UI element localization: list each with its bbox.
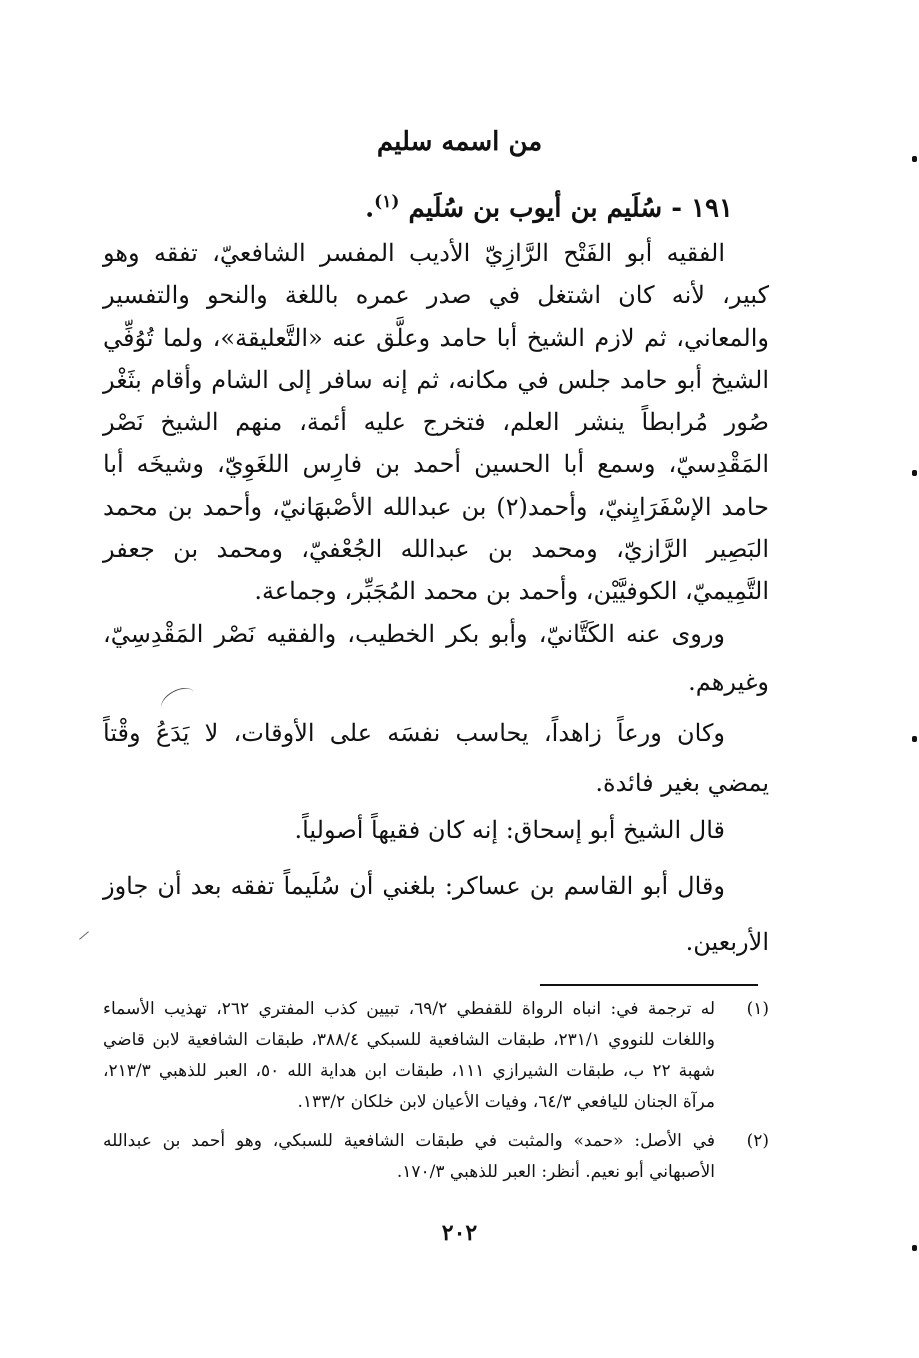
entry-number: ١٩١	[691, 193, 733, 224]
footnote-marker: (١)	[746, 999, 769, 1019]
paragraph-piety: وكان ورعاً زاهداً، يحاسب نفسَه على الأوقات، لا يَدَعُ وقْتاً يمضي بغير فائدة.	[103, 719, 769, 797]
footnote-text: في الأصل: «حمد» والمثبت في طبقات الشافعية للسبكي، وهو أحمد بن عبدالله الأصبهاني أبو نعيم. أنظر: العبر للذهبي ١٧٠/٣.	[103, 1131, 715, 1182]
footnote-2	[103, 1126, 769, 1188]
paragraph-quote-abu-ishaq: قال الشيخ أبو إسحاق: إنه كان فقيهاً أصولياً.	[294, 816, 725, 844]
pen-mark	[79, 931, 89, 939]
footnote-text: له ترجمة في: انباه الرواة للقفطي ٦٩/٢، تبيين كذب المفتري ٢٦٢، تهذيب الأسماء واللغات للنووي ٢٣١/١، طبقات الشافعية للسبكي ٣٨٨/٤، طبقات الشافعية لابن قاضي شهبة ٢٢ ب، طبقات الشيرازي ١١١، طبقات ابن هداية الله ٥٠، العبر للذهبي ٢١٣/٣، مرآة الجنان لليافعي ٦٤/٣، وفيات الأعيان لابن خلكان ١٣٣/٢.	[103, 999, 716, 1112]
section-heading: من اسمه سليم	[376, 127, 543, 157]
margin-mark	[912, 736, 917, 742]
margin-mark	[912, 470, 917, 476]
paragraph-biography: الفقيه أبو الفَتْح الرَّازِيّ الأديب المفسر الشافعيّ، تفقه وهو كبير، لأنه كان اشتغل في صدر عمره باللغة والنحو والتفسير والمعاني، ثم لازم الشيخ أبا حامد وعلَّق عنه «التَّعليقة»، ولما تُوُفِّي الشيخ أبو حامد جلس في مكانه، ثم إنه سافر إلى الشام وأقام بثَغْر صُور مُرابطاً ينشر العلم، فتخرج عليه أئمة، منهم الشيخ نَصْر المَقْدِسيّ، وسمع أبا الحسين أحمد بن فارِس اللغَوِيّ، وشيخَه أبا حامد الإسْفَرَايِنيّ، وأحمد(٢) بن عبدالله الأصْبهَانيّ، وأحمد بن محمد البَصِير الرَّازيّ، ومحمد بن عبدالله الجُعْفيّ، ومحمد بن جعفر التَّمِيميّ، الكوفيَّيْن، وأحمد بن محمد المُجَبِّر، وجماعة.	[103, 239, 769, 606]
paragraph-narrators: وروى عنه الكَتَّانيّ، وأبو بكر الخطيب، والفقيه نَصْر المَقْدِسِيّ، وغيرهم.	[103, 620, 769, 696]
paragraph-quote-ibn-asakir: وقال أبو القاسم بن عساكر: بلغني أن سُلَيماً تفقه بعد أن جاوز الأربعين.	[103, 872, 769, 956]
page-number: ٢٠٢	[441, 1220, 478, 1246]
entry-title: ١٩١ - سُلَيم بن أيوب بن سُلَيم $^{(١)}$.	[365, 192, 733, 224]
entry-footnote-ref: (١)	[374, 192, 400, 212]
footnote-1	[103, 994, 769, 1118]
footnote-marker: (٢)	[746, 1131, 769, 1151]
footnote-divider	[540, 984, 758, 986]
entry-name: سُلَيم بن أيوب بن سُلَيم	[408, 193, 663, 224]
